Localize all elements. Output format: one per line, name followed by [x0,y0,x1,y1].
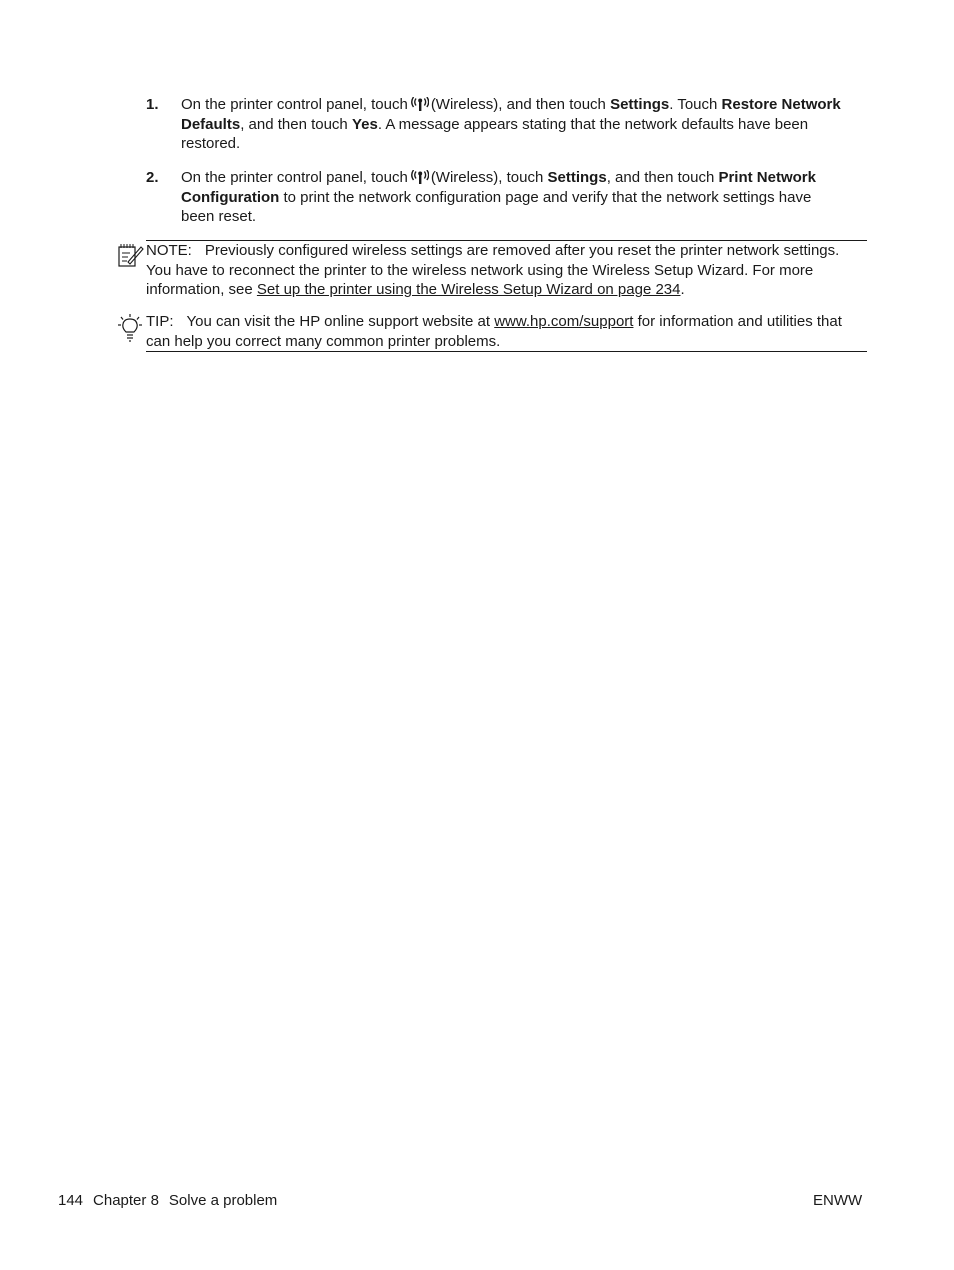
settings-label: Settings [547,169,607,186]
tip-end: for information and utilities that can help you correct many common printer problems. [146,313,842,350]
step-text-part: , and then touch [606,169,715,186]
step-text-part: On the printer control panel, touch [181,169,408,186]
step-2 [146,168,846,227]
step-number: 2. [146,169,159,186]
step-text [181,95,846,154]
step-text-part: , and then touch [240,115,348,133]
footer-right: ENWW [813,1192,863,1209]
tip-callout [146,312,867,352]
step-text-part: (Wireless), and then touch [430,96,606,113]
step-text-part: (Wireless), touch [430,169,544,186]
footer-left [58,1191,287,1211]
step-1 [146,95,846,154]
section-title: Solve a problem [168,1192,278,1209]
note-text: Previously configured wireless settings are removed after you reset the printer network settings. You have to reconnect the printer to the wireless network using the Wireless Setup Wizard. For more information, see [146,242,840,298]
step-text-part: to print the network configuration page and verify that the network settings have been reset. [181,188,812,225]
step-text [181,168,846,227]
restore-network-defaults-label: Restore Network Defaults [181,96,841,133]
step-number: 1. [146,96,159,113]
wireless-icon [411,170,429,185]
page-number: 144 [58,1192,84,1209]
step-text-part: . A message appears stating that the network defaults have been restored. [181,115,809,152]
chapter-label: Chapter 8 [93,1192,159,1209]
hp-support-link[interactable]: www.hp.com/support [494,313,634,330]
tip-label: TIP: [146,313,174,330]
tip-text: You can visit the HP online support website at [186,313,491,330]
yes-label: Yes [351,115,378,133]
lightbulb-icon [118,314,142,342]
settings-label: Settings [610,96,670,113]
note-callout [146,240,867,300]
wireless-setup-wizard-link[interactable]: Set up the printer using the Wireless Setup Wizard on page 234 [256,281,681,298]
note-end: . [680,281,685,298]
note-label: NOTE: [146,242,192,259]
step-text-part: On the printer control panel, touch [181,96,408,113]
wireless-icon [411,97,429,112]
note-icon [118,243,144,267]
print-network-configuration-label: Print Network Configuration [181,169,816,206]
step-text-part: . Touch [669,96,718,113]
